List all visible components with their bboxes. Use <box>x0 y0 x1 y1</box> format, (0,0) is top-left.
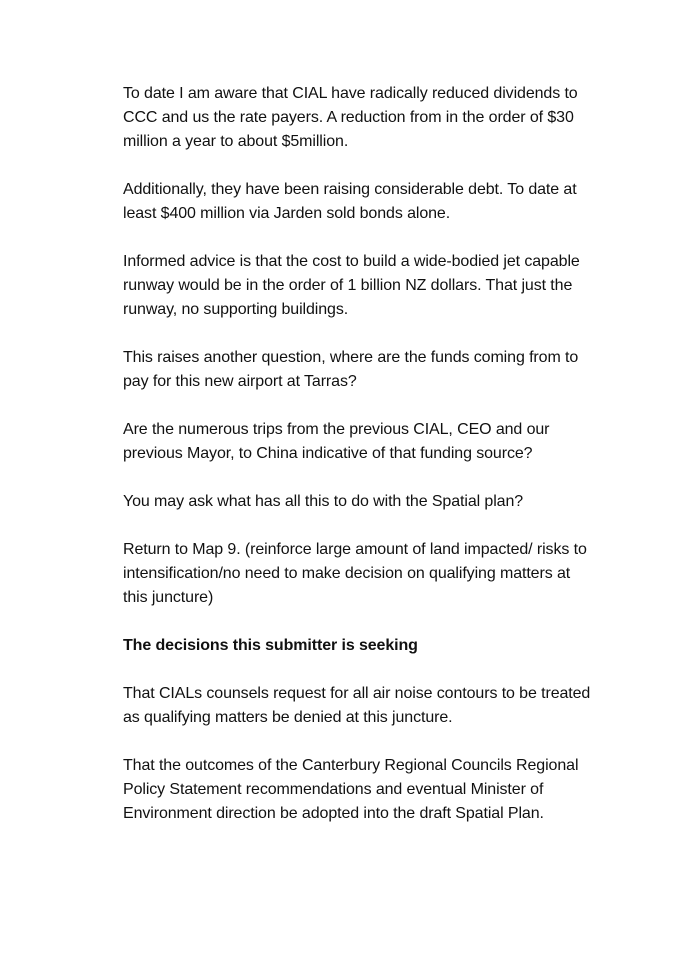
paragraph-debt: Additionally, they have been raising considerable debt. To date at least $400 million via Jarden sold bonds alone. <box>123 181 577 222</box>
paragraph-map-9: Return to Map 9. (reinforce large amount of land impacted/ risks to intensification/no need to make decision on qualifying matters at this juncture) <box>123 541 587 606</box>
paragraph-runway-cost: Informed advice is that the cost to build a wide-bodied jet capable runway would be in the order of 1 billion NZ dollars. That just the runway, no supporting buildings. <box>123 253 580 318</box>
section-heading-decisions: The decisions this submitter is seeking <box>123 637 418 654</box>
paragraph-decision-1: That CIALs counsels request for all air noise contours to be treated as qualifying matters be denied at this juncture. <box>123 685 591 726</box>
paragraph-spatial-plan-question: You may ask what has all this to do with the Spatial plan? <box>123 493 524 510</box>
paragraph-decision-2: That the outcomes of the Canterbury Regional Councils Regional Policy Statement recommendations and eventual Minister of Environment direction be adopted into the draft Spatial Plan. <box>123 757 579 822</box>
paragraph-funds-question: This raises another question, where are the funds coming from to pay for this new airport at Tarras? <box>123 349 579 390</box>
paragraph-dividends: To date I am aware that CIAL have radically reduced dividends to CCC and us the rate payers. A reduction from in the order of $30 million a year to about $5million. <box>123 85 578 150</box>
document-body <box>123 82 593 850</box>
paragraph-china-trips: Are the numerous trips from the previous CIAL, CEO and our previous Mayor, to China indicative of that funding source? <box>123 421 550 462</box>
